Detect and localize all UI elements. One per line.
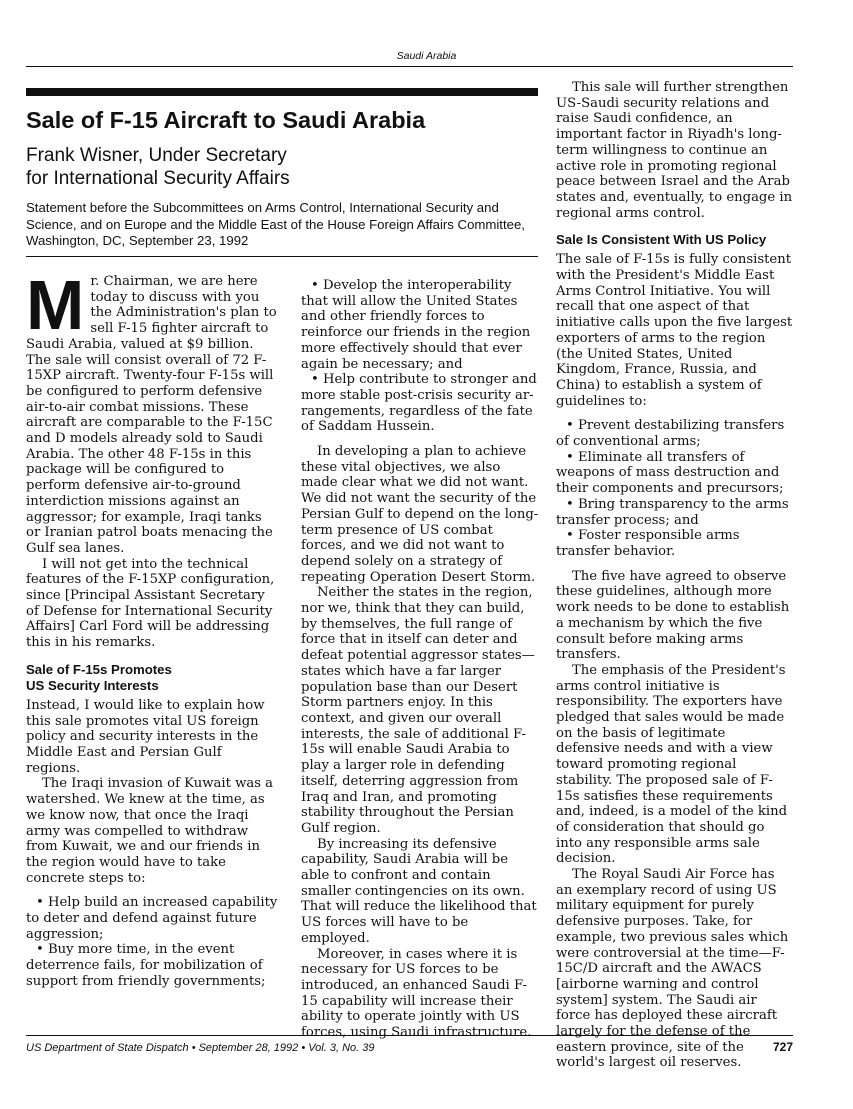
bullet-item: • Help contribute to stronger and more stable post-crisis security arrangements, regardless of the fate of Saddam Hussein. xyxy=(301,372,537,435)
paragraph: Neither the states in the region, nor we, think that they can build, by themselves, the full range of force that in itself can deter and defeat potential aggressor states—states which have a far larger population base than our Desert Storm partners enjoy. In this context, and given our overall interests, the sale of additional F-15s will enable Saudi Arabia to play a larger role in defending itself, deterring aggression from Iraq and Iran, and promoting stability throughout the Persian Gulf region. xyxy=(301,585,535,836)
paragraph: The Iraqi invasion of Kuwait was a watershed. We knew at the time, as we know now, that once the Iraqi army was compelled to withdraw from Kuwait, we and our friends in the region would have to take concrete steps to: xyxy=(26,776,274,886)
paragraph: Moreover, in cases where it is necessary for US forces to be introduced, an enhanced Saudi F-15 capability will increase their ability to operate jointly with US forces, using Saudi infrastructure. xyxy=(301,946,532,1041)
column-3 xyxy=(556,80,793,1071)
title-block xyxy=(26,104,538,250)
footer-citation: US Department of State Dispatch • September 28, 1992 • Vol. 3, No. 39 xyxy=(26,1042,375,1054)
column-2 xyxy=(301,278,539,1041)
column-1 xyxy=(26,266,278,990)
paragraph: The sale of F-15s is fully consistent with the President's Middle East Arms Control Initiative. You will recall that one aspect of that initiative calls upon the five largest exporters of arms to the region (the United States, United Kingdom, France, Russia, and China) to establish a system of guidelines to: xyxy=(556,252,793,409)
title-rule xyxy=(26,256,538,257)
paragraph: The Royal Saudi Air Force has an exemplary record of using US military equipment for purely defensive purposes. Take, for example, two previous sales which were controversial at the time—F-15C/D aircraft and the AWACS [airborne warning and control system] system. The Saudi air force has deployed these aircraft largely for the defense of the eastern province, site of the world's largest oil reserves. xyxy=(556,867,789,1071)
author-line xyxy=(26,144,538,190)
paragraph: The five have agreed to observe these guidelines, although more work needs to be done to establish a mechanism by which the five consult before making arms transfers. xyxy=(556,568,790,663)
paragraph: By increasing its defensive capability, Saudi Arabia will be able to confront and contain smaller contingencies on its own. That will reduce the likelihood that US forces will have to be employed. xyxy=(301,836,537,946)
statement-subtitle: Statement before the Subcommittees on Arms Control, International Security and Science, and on Europe and the Middle East of the House Foreign Affairs Committee, Washington, DC, September 23, 1992 xyxy=(26,200,525,248)
paragraph: The emphasis of the President's arms control initiative is responsibility. The exporters have pledged that sales would be made on the basis of legitimate defensive needs and with a view toward promoting regional stability. The proposed sale of F-15s satisfies these requirements and, indeed, is a model of the kind of consideration that should go into any responsible arms sale decision. xyxy=(556,662,788,867)
title-bar xyxy=(26,88,538,96)
page-number: 727 xyxy=(772,1040,793,1054)
running-head: Saudi Arabia xyxy=(396,50,457,62)
bullet-item: • Foster responsible arms transfer behavior. xyxy=(556,528,740,559)
author-title: for International Security Affairs xyxy=(26,168,290,189)
paragraph: Mr. Chairman, we are here today to discuss with you the Administration's plan to sell F-15 fighter aircraft to Saudi Arabia, valued at $9 billion. The sale will consist overall of 72 F-15XP aircraft. Twenty-four F-15s will be configured to perform defensive air-to-air combat missions. These aircraft are comparable to the F-15C and D models already sold to Saudi Arabia. The other 48 F-15s in this package will be configured to perform defensive air-to-ground interdiction missions against an aggressor; for example, Iraqi tanks or Iranian patrol boats menacing the Gulf sea lanes. xyxy=(26,266,277,556)
paragraph: Instead, I would like to explain how this sale promotes vital US foreign policy and security interests in the Middle East and Persian Gulf regions. xyxy=(26,697,265,776)
drop-cap: M xyxy=(26,266,85,344)
author-name: Frank Wisner, Under Secretary xyxy=(26,145,287,166)
bullet-item: • Eliminate all transfers of weapons of mass destruction and their components and precursors; xyxy=(556,449,784,497)
bullet-item: • Help build an increased capability to deter and defend against future aggression; xyxy=(26,895,278,942)
paragraph: In developing a plan to achieve these vital objectives, we also made clear what we did not want. We did not want the security of the Persian Gulf to depend on the long-term presence of US combat forces, and we did not want to depend solely on a strategy of repeating Operation Desert Storm. xyxy=(301,444,539,585)
article-title: Sale of F-15 Aircraft to Saudi Arabia xyxy=(26,107,426,133)
paragraph: This sale will further strengthen US-Saudi security relations and raise Saudi confidence, an important factor in Riyadh's long-term willingness to continue an active role in promoting regional peace between Israel and the Arab states and, eventually, to engage in regional arms control. xyxy=(556,80,793,221)
bottom-rule xyxy=(26,1035,793,1036)
bullet-item: • Develop the interoperability that will allow the United States and other friendly forces to reinforce our friends in the region more effectively should that ever again be necessary; and xyxy=(301,278,531,372)
section-heading: Sale Is Consistent With US Policy xyxy=(556,232,767,248)
bullet-item: • Bring transparency to the arms transfer process; and xyxy=(556,496,789,528)
paragraph: I will not get into the technical features of the F-15XP configuration, since [Principal Assistant Secretary of Defense for International Security Affairs] Carl Ford will be addressing this in his remarks. xyxy=(26,556,275,651)
top-rule xyxy=(26,66,793,67)
bullet-item: • Prevent destabilizing transfers of conventional arms; xyxy=(556,418,785,450)
bullet-item: • Buy more time, in the event deterrence fails, for mobilization of support from friendly governments; xyxy=(26,942,266,989)
section-heading: Sale of F-15s Promotes US Security Interests xyxy=(26,661,172,693)
